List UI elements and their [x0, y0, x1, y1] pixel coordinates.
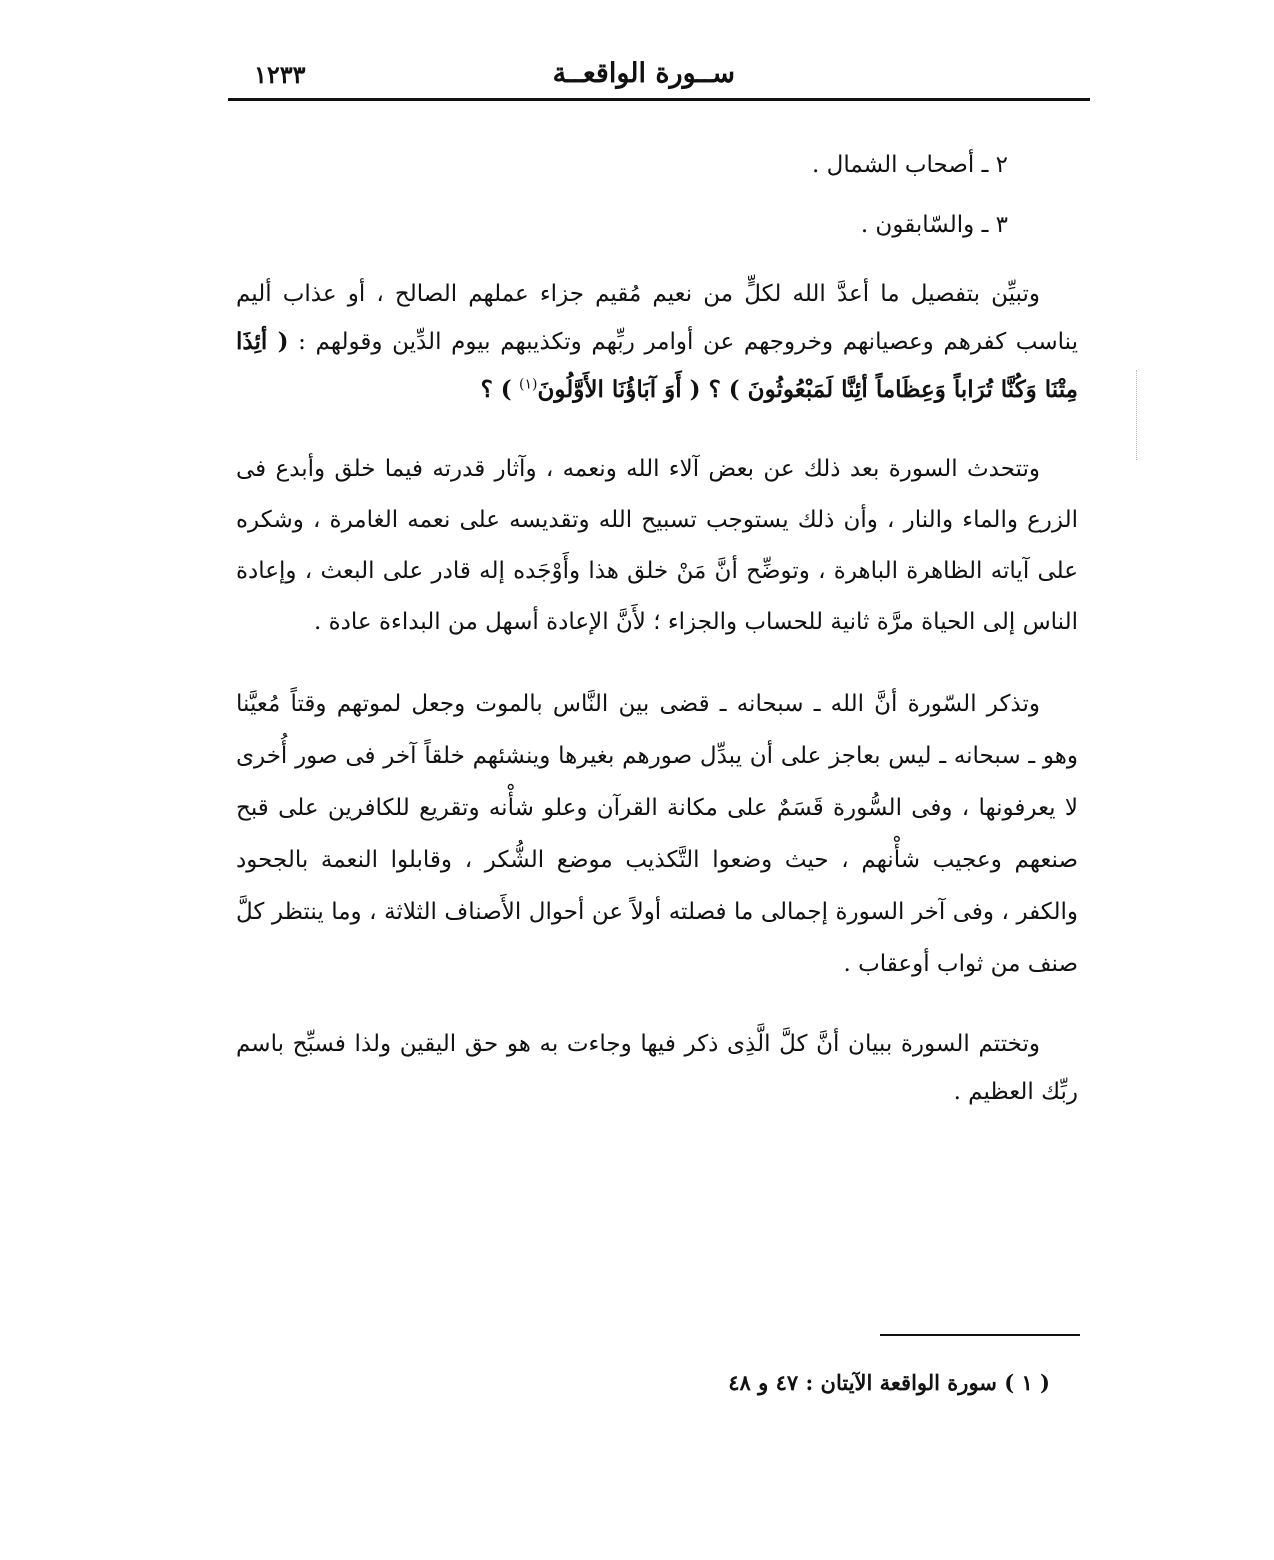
paragraph-rewards: [236, 270, 1078, 414]
paragraph-death: وتذكر السّورة أنَّ الله ـ سبحانه ـ قضى بين النَّاس بالموت وجعل لموتهم وقتاً مُعيَّنا وهو ـ سبحانه ـ ليس بعاجز على أن يبدِّل صورهم بغيرها وينشئهم خلقاً آخر فى صور أُخرى لا يعرفونها ، وفى السُّورة قَسَمٌ على مكانة القرآن وعلو شأْنه وتقريع للكافرين على قبح صنعهم وعجيب شأْنهم ، حيث وضعوا التَّكذيب موضع الشُّكر ، وقابلوا النعمة بالجحود والكفر ، وفى آخر السورة إجمالى ما فصلته أولاً عن أحوال الأَصناف الثلاثة ، وما ينتظر كلَّ صنف من ثواب أوعقاب .: [236, 691, 1078, 977]
margin-scan-mark: [1136, 370, 1138, 460]
paragraph-rewards-text: وتبيِّن بتفصيل ما أعدَّ الله لكلٍّ من نعيم مُقيم جزاء عملهم الصالح ، أو عذاب أليم يناسب كفرهم وعصيانهم وخروجهم عن أوامر ربِّهم وتكذيبهم بيوم الدِّين وقولهم :: [236, 281, 1078, 355]
page-number: ١٢٣٣: [254, 60, 306, 89]
surah-title: ســورة الواقعــة: [552, 58, 735, 89]
footnote: ( ١ ) سورة الواقعة الآيتان : ٤٧ و ٤٨: [728, 1370, 1050, 1395]
footnote-rule: [880, 1334, 1080, 1336]
footnote-marker: (١): [518, 376, 538, 393]
quran-quote: ( أئِذَا مِتْنَا وَكُنَّا تُرَاباً وَعِظَاماً أئِنَّا لَمَبْعُوثُونَ ) ؟ ( أَوَ آبَاؤُنَا الأَوَّلُونَ: [236, 328, 1078, 403]
quran-quote-end: ) ؟: [480, 376, 512, 403]
paragraph-conclusion: وتختتم السورة ببيان أنَّ كلَّ الَّذِى ذكر فيها وجاءت به هو حق اليقين ولذا فسبِّح باسم ربِّك العظيم .: [236, 1031, 1078, 1105]
body-text: [236, 140, 1078, 1116]
header-rule: [228, 98, 1090, 101]
running-header: [228, 58, 1090, 98]
list-item-2: ٢ ـ أصحاب الشمال .: [811, 152, 1008, 178]
paragraph-blessings: وتتحدث السورة بعد ذلك عن بعض آلاء الله ونعمه ، وآثار قدرته فيما خلق وأبدع فى الزرع والماء والنار ، وأن ذلك يستوجب تسبيح الله وتقديسه على نعمه الغامرة ، وشكره على آياته الظاهرة الباهرة ، وتوضِّح أنَّ مَنْ خلق هذا وأَوْجَده إله قادر على البعث ، وإعادة الناس إلى الحياة مرَّة ثانية للحساب والجزاء ؛ لأَنَّ الإعادة أسهل من البداءة عادة .: [236, 456, 1078, 635]
list-item-3: ٣ ـ والسّابقون .: [860, 212, 1008, 238]
